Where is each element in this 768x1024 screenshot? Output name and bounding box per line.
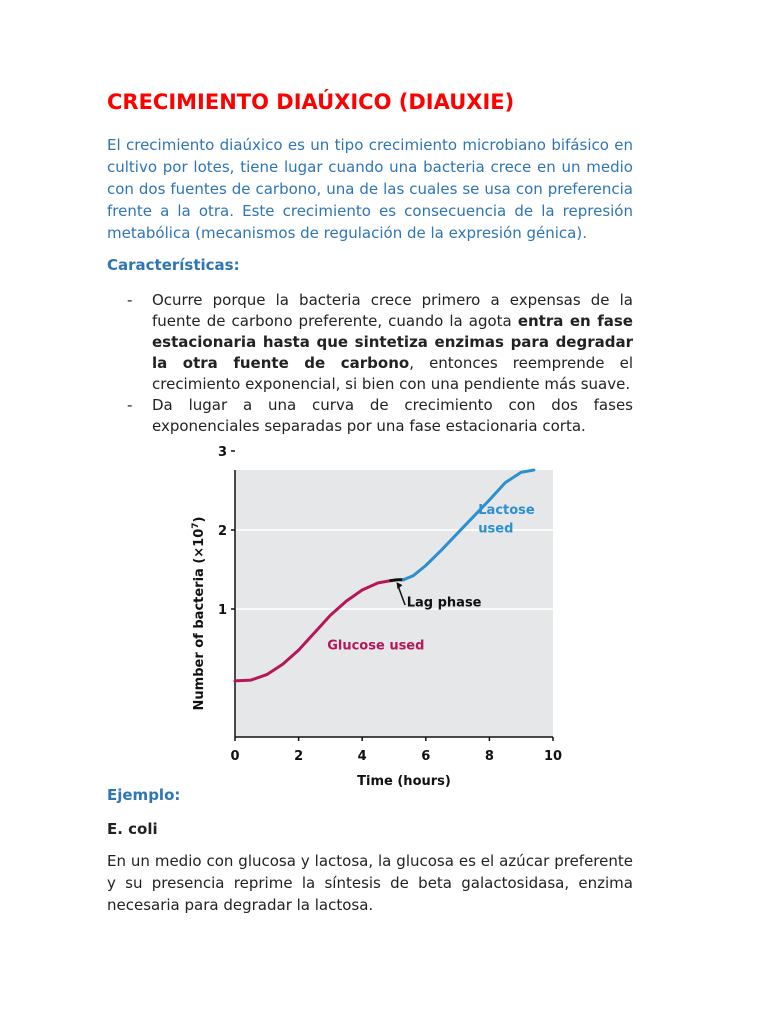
y-tick-label: 2 bbox=[217, 524, 227, 539]
bullet-text: Da lugar a una curva de crecimiento con dos fases exponenciales separadas por una fase estacionaria corta. bbox=[152, 396, 633, 435]
bullet-text-after: , entonces reemprende el crecimiento exponencial, si bien con una pendiente más suave. bbox=[152, 354, 633, 393]
intro-paragraph: El crecimiento diaúxico es un tipo crecimiento microbiano bifásico en cultivo por lotes, tiene lugar cuando una bacteria crece en un medio con dos fuentes de carbono, una de las cuales se usa con preferencia frente a la otra. Este crecimiento es consecuencia de la represión metabólica (mecanismos de regulación de la expresión génica). bbox=[107, 136, 633, 242]
caracteristicas-list bbox=[127, 290, 633, 437]
growth-curve-chart bbox=[183, 445, 583, 789]
chart-annotation: Glucose used bbox=[327, 638, 425, 654]
closing-paragraph: En un medio con glucosa y lactosa, la glucosa es el azúcar preferente y su presencia reprime la síntesis de beta galactosidasa, enzima necesaria para degradar la lactosa. bbox=[107, 852, 633, 914]
bullet-bold-text: entra en fase estacionaria hasta que sintetiza enzimas para degradar la otra fuente de carbono bbox=[152, 312, 633, 372]
ejemplo-heading: Ejemplo: bbox=[107, 786, 181, 804]
bullet-text: Ocurre porque la bacteria crece primero a expensas de la fuente de carbono preferente, cuando la agota bbox=[152, 291, 633, 330]
y-tick-label: 3 bbox=[217, 445, 227, 460]
chart-annotation: Lag phase bbox=[406, 595, 482, 611]
list-item bbox=[127, 395, 633, 437]
x-tick-label: 0 bbox=[230, 749, 240, 764]
x-tick-label: 4 bbox=[357, 749, 367, 764]
x-tick-label: 8 bbox=[484, 749, 494, 764]
organism-heading: E. coli bbox=[107, 820, 158, 838]
page-title: CRECIMIENTO DIAÚXICO (DIAUXIE) bbox=[107, 90, 515, 114]
series-line-2 bbox=[391, 580, 404, 581]
chart-annotation: Lactose bbox=[478, 503, 535, 519]
list-item bbox=[127, 290, 633, 395]
x-tick-label: 10 bbox=[543, 749, 563, 764]
x-tick-label: 6 bbox=[421, 749, 431, 764]
caracteristicas-heading: Características: bbox=[107, 256, 240, 274]
chart-annotation: used bbox=[478, 521, 514, 537]
x-tick-label: 2 bbox=[294, 749, 304, 764]
x-axis-label: Time (hours) bbox=[357, 774, 451, 789]
bullet-dash: - bbox=[127, 396, 133, 414]
y-tick-label: 1 bbox=[217, 603, 227, 618]
y-axis-label: Number of bacteria $(\times 10^7)$ bbox=[191, 516, 207, 711]
bullet-dash: - bbox=[127, 291, 133, 309]
